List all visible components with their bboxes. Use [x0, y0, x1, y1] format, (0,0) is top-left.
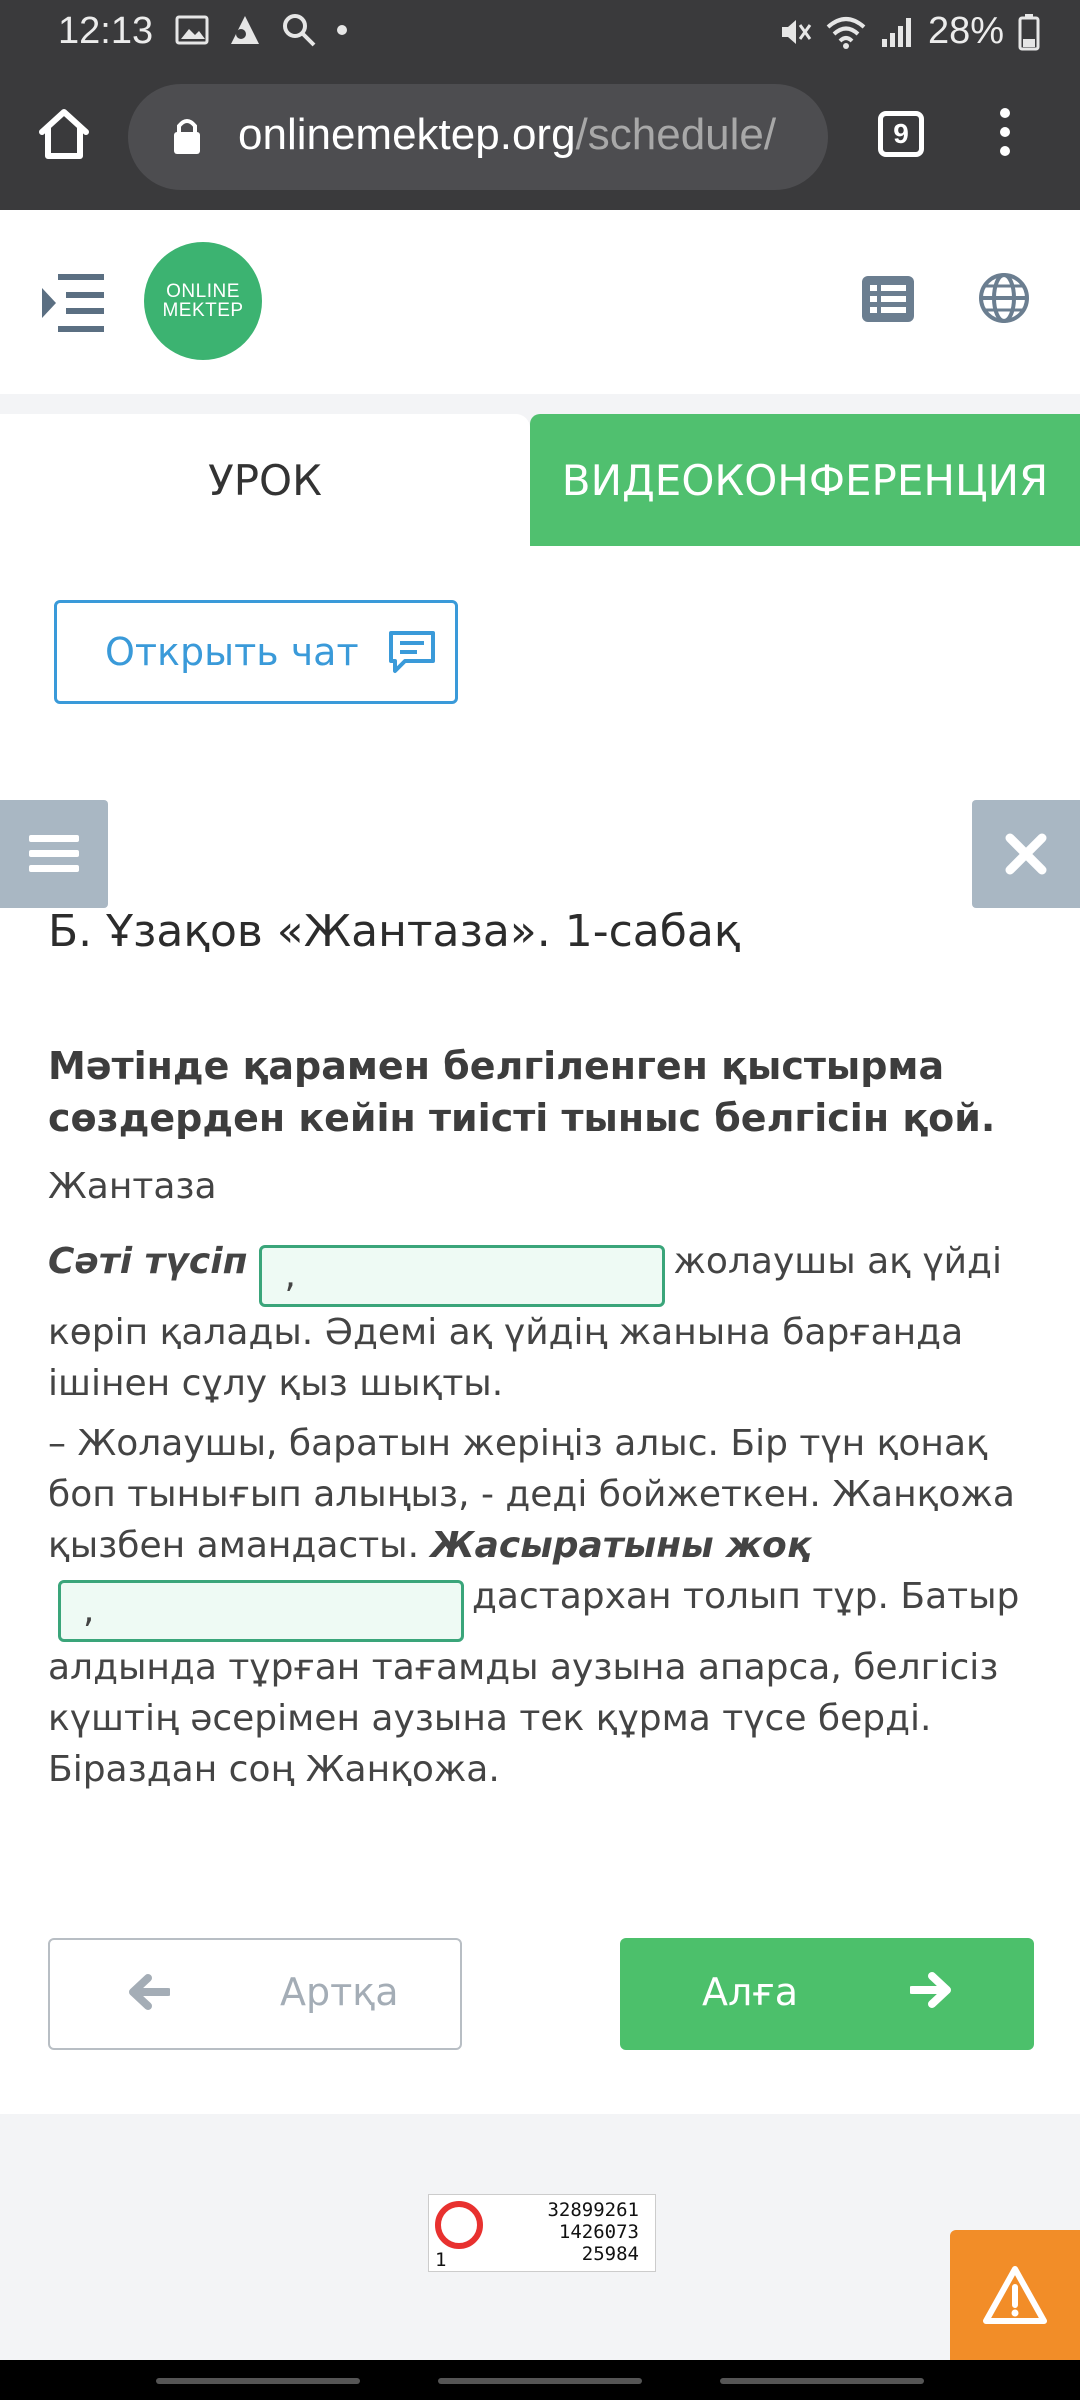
tab-lesson[interactable]: УРОК	[0, 414, 530, 546]
system-nav-bar	[0, 2360, 1080, 2400]
globe-icon[interactable]	[978, 272, 1030, 324]
lock-icon	[172, 116, 202, 156]
close-icon	[1005, 833, 1047, 875]
close-button[interactable]	[972, 800, 1080, 908]
side-menu-button[interactable]	[0, 800, 108, 908]
tab-videoconference[interactable]: ВИДЕОКОНФЕРЕНЦИЯ	[530, 414, 1080, 546]
logo[interactable]	[144, 242, 262, 360]
home-icon[interactable]	[36, 106, 92, 162]
back-label: Артқа	[280, 1970, 399, 2014]
counter-line2: 1426073	[558, 2221, 639, 2243]
status-system-icons	[778, 10, 1040, 53]
battery-percent: 28%	[927, 10, 1004, 52]
report-problem-button[interactable]	[950, 2230, 1080, 2360]
question-text: Мәтінде қарамен белгіленген қыстырма сөздерден кейін тиісті тыныс белгісін қой.	[48, 1044, 996, 1140]
back-button[interactable]	[48, 1938, 462, 2050]
counter-corner: 1	[435, 2249, 447, 2271]
paragraph-1-rest: жолаушы ақ үйді көріп қалады. Әдемі ақ үйдің жанына барғанда ішінен сұлу қыз шықты.	[48, 1241, 1002, 1404]
lesson-tabs	[0, 414, 1080, 546]
answer-input-1[interactable]: ,	[259, 1245, 665, 1307]
gallery-icon	[175, 15, 209, 45]
paragraph-2-start: – Жолаушы, баратын жеріңіз алыс. Бір түн қонақ боп тынығып алыңыз, - деді бойжеткен. Жанқожа қызбен амандасты.	[48, 1423, 1015, 1566]
arrow-right-icon	[910, 1972, 952, 2008]
signal-icon	[880, 15, 914, 49]
open-chat-button[interactable]	[54, 600, 458, 704]
lesson-title: Б. Ұзақов «Жантаза». 1-сабақ	[48, 906, 741, 957]
text-subheading: Жантаза	[48, 1166, 217, 1207]
nav-home-handle[interactable]	[438, 2378, 642, 2384]
chat-icon	[387, 629, 437, 675]
logo-line1: ONLINE	[166, 281, 240, 302]
status-notification-icons	[175, 12, 349, 48]
wifi-icon	[826, 15, 866, 49]
parenthetical-word-2: Жасыратыны жоқ	[430, 1525, 812, 1566]
sidebar-toggle-icon[interactable]	[40, 272, 106, 334]
counter-line1: 32899261	[547, 2199, 639, 2221]
tab-switcher-button[interactable]: 9	[878, 111, 924, 157]
status-time: 12:13	[58, 10, 154, 52]
browser-menu-icon[interactable]	[990, 108, 1020, 168]
dot-icon	[335, 23, 349, 37]
mute-icon	[778, 15, 812, 49]
battery-icon	[1018, 13, 1040, 51]
app-header	[0, 210, 1080, 394]
search-notification-icon	[281, 12, 317, 48]
counter-ring-icon	[435, 2201, 483, 2249]
hamburger-icon	[29, 833, 79, 875]
answer-input-2[interactable]: ,	[58, 1580, 464, 1642]
forward-label: Алға	[702, 1970, 799, 2014]
url-text	[238, 110, 776, 160]
app-notification-icon	[227, 12, 263, 48]
paragraph-2	[48, 1418, 1038, 1795]
url-domain: onlinemektep.org	[238, 110, 576, 159]
logo-line2: MEKTEP	[162, 300, 244, 321]
visit-counter[interactable]	[428, 2194, 656, 2272]
parenthetical-word-1: Сәті түсіп	[48, 1241, 248, 1282]
nav-back-handle[interactable]	[720, 2378, 924, 2384]
paragraph-2-rest: дастархан толып тұр. Батыр алдында тұрған тағамды аузына апарса, белгісіз күштің әсерімен аузына тек құрма түсе берді. Біраздан соң Жанқожа.	[48, 1576, 1020, 1790]
paragraph-1	[48, 1236, 1038, 1409]
warning-icon	[982, 2265, 1048, 2325]
url-path: /schedule/	[575, 110, 777, 159]
nav-recent-handle[interactable]	[156, 2378, 360, 2384]
counter-line3: 25984	[581, 2243, 639, 2265]
browser-toolbar	[0, 66, 1080, 210]
address-bar[interactable]	[128, 84, 828, 190]
open-chat-label: Открыть чат	[105, 630, 359, 674]
counter-numbers	[547, 2199, 639, 2265]
arrow-left-icon	[128, 1974, 170, 2010]
forward-button[interactable]	[620, 1938, 1034, 2050]
status-bar	[0, 0, 1080, 66]
list-icon[interactable]	[862, 276, 914, 322]
